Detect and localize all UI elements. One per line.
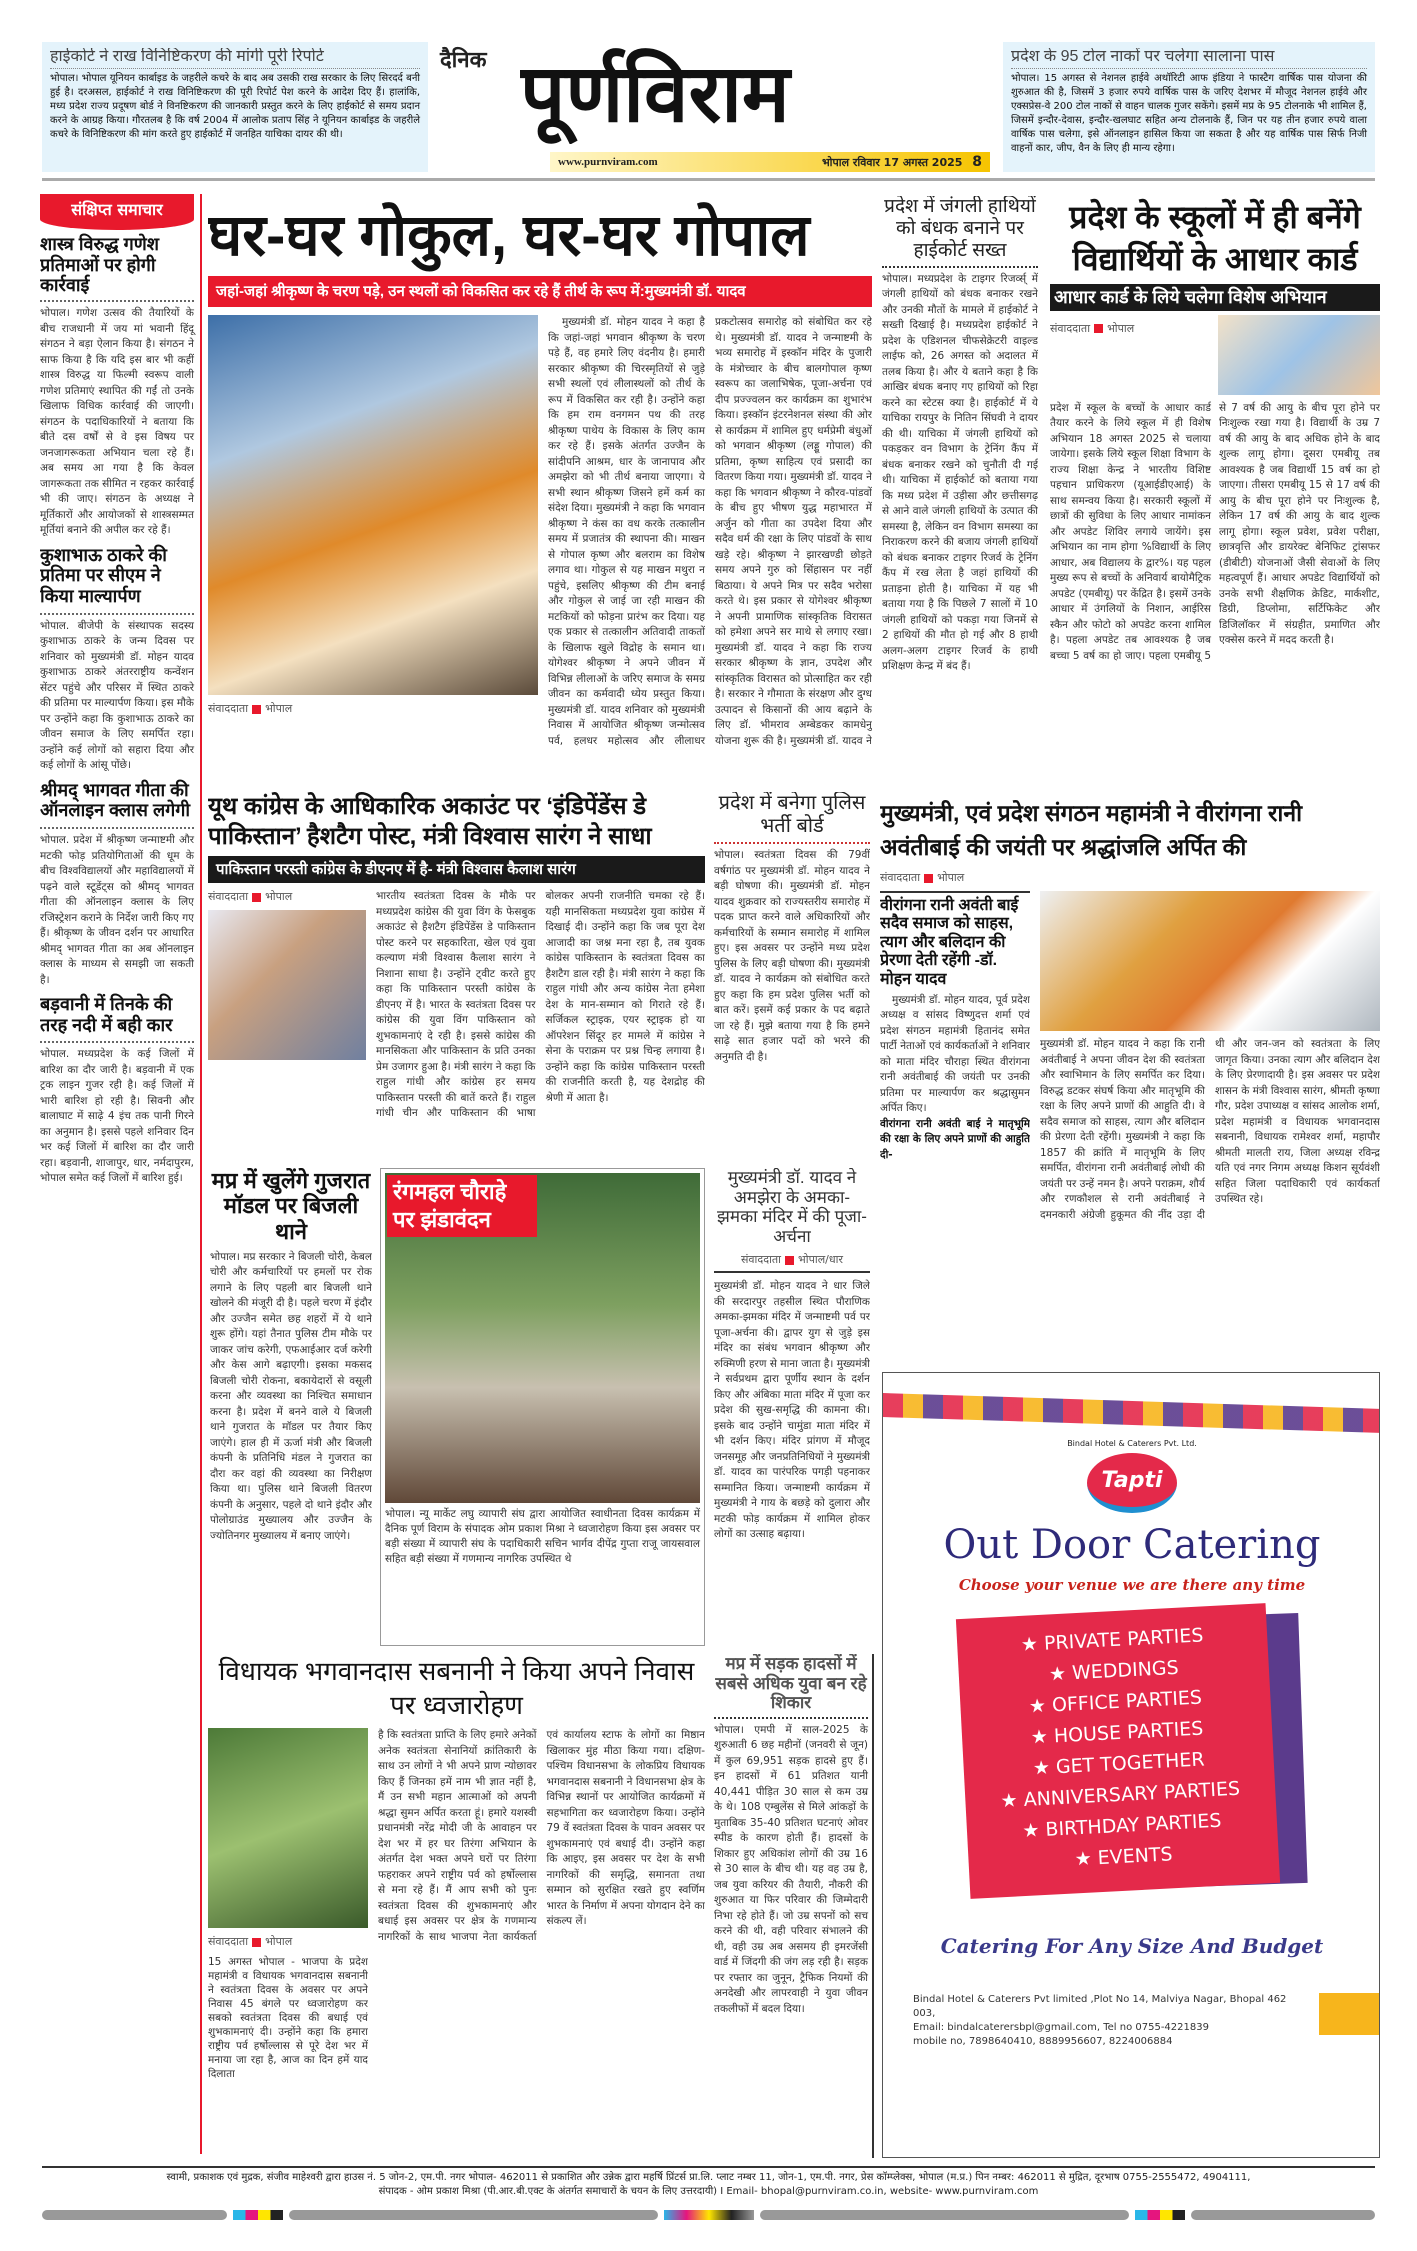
logo-prefix: दैनिक: [440, 48, 487, 73]
virangana-headline: मुख्यमंत्री, एवं प्रदेश संगठन महामंत्री ने वीरांगना रानी अवंतीबाई की जयंती पर श्रद्धांजलि अर्पित की: [880, 800, 1303, 860]
youth-story: यूथ कांग्रेस के आधिकारिक अकाउंट पर ‘इंडिपेंडेंस डे पाकिस्तान’ हैशटैग पोस्ट, मंत्री विश्वास सारंग ने साधा पाकिस्तान परस्ती कांग्रेस के डीएनए में है- मंत्री विश्वास कैलाश सारंग संवाददाता भोपाल भारतीय स्वतंत्रता दिवस के मौके पर मध्यप्रदेश कांग्रेस की युवा विंग के फेसबुक अकाउंट से हैशटैग इंडिपेंडेंस डे पाकिस्तान पोस्ट करने पर सहकारिता, खेल एवं युवा कल्याण मंत्री विश्वास कैलाश सारंग ने निशाना साधा है। उन्होंने ट्वीट करते हुए कहा कि पाकिस्तान परस्ती कांग्रेस के डीएनए में है। भारत के स्वतंत्रता दिवस पर कांग्रेस की युवा विंग पाकिस्तान को शुभकामनाएं दे रही है। इससे कांग्रेस की मानसिकता और पाकिस्तान के प्रति उनका प्रेम उजागर हुआ है। मंत्री सारंग ने कहा कि राहुल गांधी और कांग्रेस हर समय पाकिस्तान परस्ती की बातें करते हैं। राहुल गांधी चीन और पाकिस्तान की भाषा बोलकर अपनी राजनीति चमका रहे हैं। यही मानसिकता मध्यप्रदेश युवा कांग्रेस में दिखाई दी। उन्होंने कहा कि जब पूरा देश आजादी का जश्न मना रहा है, तब युवक कांग्रेस पाकिस्तान के स्वतंत्रता दिवस का हैशटैग डाल रही है। मंत्री सारंग ने कहा कि राहुल गांधी और अन्य कांग्रेस नेता हमेशा देश के मान-सम्मान को गिराते रहे हैं। सर्जिकल स्ट्राइक, एयर स्ट्राइक हो या ऑपरेशन सिंदूर हर मामले में कांग्रेस ने सेना के पराक्रम पर प्रश्न चिन्ह लगाया है। उन्होंने कहा कि कांग्रेस पाकिस्तान परस्ती की राजनीति करती है, यह देशद्रोह की श्रेणी में आता है।: [208, 792, 705, 1157]
masthead-right-box: [1003, 42, 1375, 172]
brief-item: कुशाभाऊ ठाकरे की प्रतिमा पर सीएम ने किया माल्यार्पण भोपाल. बीजेपी के संस्थापक सदस्य कुशाभाऊ ठाकरे के जन्म दिवस पर शनिवार को मुख्यमंत्री डॉ. मोहन यादव कुशाभाऊ ठाकरे अंतरराष्ट्रीय कन्वेंशन सेंटर पहुंचे और परिसर में स्थित ठाकरे की प्रतिमा पर माल्यार्पण किया। इस मौके पर उन्होंने कहा कि कुशाभाऊ ठाकरे का जीवन समाज के लिए समर्पित रहा। उन्होंने कई लोगों को सहारा दिया और कई लोगों के आंसू पोंछे।: [40, 544, 194, 772]
police-story: [714, 792, 870, 1157]
ad-contact: Bindal Hotel & Caterers Pvt limited ,Plot No 14, Malviya Nagar, Bhopal 462 003, Email: bindalcaterersbpl@gmail.com, Tel no 0755-4221839 mobile no, 7898640410, 8889956607, 8224006884: [913, 1994, 1287, 2047]
sabnani-body: है कि स्वतंत्रता प्राप्ति के लिए हमारे अनेकों अनेक स्वतंत्रता सेनानियों क्रांतिकारी के साथ उन लोगों ने भी अपने प्राण न्योछावर किए हैं जिनका हमें नाम भी ज्ञात नहीं है, मैं उन सभी महान आत्माओं को अपनी श्रद्धा सुमन अर्पित करता हूं। हमारे यशस्वी प्रधानमंत्री नरेंद्र मोदी जी के आवाहन पर देश भर में हर घर तिरंगा अभियान के अंतर्गत देश भक्त अपने घरों पर तिरंगा फहराकर अपने राष्ट्रीय पर्व को हर्षोल्लास से मना रहे हैं। मैं आप सभी को पुनः स्वतंत्रता दिवस की शुभकामनाएं और बधाई इस अवसर पर क्षेत्र के गणमान्य नागरिकों के साथ भाजपा नेता कार्यकर्ता एवं कार्यालय स्टाफ के लोगों का मिष्ठान खिलाकर मुंह मीठा किया गया। दक्षिण-पश्चिम विधानसभा के लोकप्रिय विधायक भगवानदास सबनानी ने विधानसभा क्षेत्र के विभिन्न स्थानों पर आयोजित कार्यक्रमों में सहभागिता कर ध्वजारोहण किया। उन्होंने 79 वें स्वतंत्रता दिवस के पावन अवसर पर शुभकामनाएं एवं बधाई दी। उन्होंने कहा कि आइए, इस अवसर पर देश के सभी नागरिकों की समृद्धि, समानता तथा सम्मान को सुरक्षित रखते हुए स्वर्णिम भारत के निर्माण में अपना योगदान देने का संकल्प लें।: [378, 1729, 705, 1943]
company-arc: Bindal Hotel & Caterers Pvt. Ltd.: [1067, 1439, 1197, 1448]
service-item: ★ HOUSE PARTIES: [1030, 1717, 1204, 1749]
service-item: ★ GET TOGETHER: [1032, 1748, 1206, 1780]
bunting-decoration: [883, 1393, 1380, 1433]
police-headline: प्रदेश में बनेगा पुलिस भर्ती बोर्ड: [718, 792, 866, 837]
brief-column: [40, 194, 202, 2154]
lead-byline: संवाददाता भोपाल: [208, 702, 293, 716]
ad-slogan: Catering For Any Size And Budget: [940, 1934, 1324, 1958]
lead-deck: जहां-जहां श्रीकृष्ण के चरण पड़े, उन स्थलों को विकसित कर रहे हैं तीर्थ के रूप में:मुख्यमंत्री डॉ. यादव: [208, 276, 872, 307]
virangana-sub: वीरांगना रानी अवंती बाई सदैव समाज को साहस, त्याग और बलिदान की प्रेरणा देती रहेंगी -डॉ. मोहन यादव मुख्यमंत्री डॉ. मोहन यादव, पूर्व प्रदेश अध्यक्ष व सांसद विष्णुदत्त शर्मा एवं प्रदेश संगठन महामंत्री हितानंद समेत पार्टी नेताओं एवं कार्यकर्ताओं ने शनिवार को माता मंदिर चौराहा स्थित वीरांगना रानी अवंतीबाई की जयंती पर उनकी प्रतिमा पर माल्यार्पण कर श्रद्धासुमन अर्पित किए। वीरांगना रानी अवंती बाई ने मातृभूमि की रक्षा के लिए अपने प्राणों की आहुति दी-: [880, 891, 1030, 1331]
sabnani-photo: [208, 1728, 368, 1928]
virangana-photo: [1040, 891, 1380, 1031]
right-box-body: भोपाल। 15 अगस्त से नेशनल हाईवे अथॉरिटी आफ इंडिया ने फास्टैग वार्षिक पास योजना की शुरुआत की है, जिसमें 3 हजार रुपये वार्षिक पास के जरिए देशभर में मौजूद नेशनल हाईवे और एक्सप्रेस-वे 200 टोल नाकों से वाहन चालक गुजर सकेंगे। इसमें मप्र के 95 टोलनाके भी शामिल हैं, जिसमें इन्दौर-देवास, इन्दौर-खलघाट सहित अन्य टोलनाके हैं, जिन पर यह तीन हजार रुपये वाला वार्षिक पास चलेगा, इसे ऑनलाइन हासिल किया जा सकता है और यह वार्षिक पास सिर्फ निजी वाहनों कार, जीप, वैन के लिए ही मान्य रहेगा।: [1011, 73, 1367, 155]
masthead-divider: [42, 178, 1375, 181]
lead-body: मुख्यमंत्री डॉ. मोहन यादव ने कहा है कि जहां-जहां भगवान श्रीकृष्ण के चरण पड़े हैं, वह हमारे लिए वंदनीय है। हमारी सरकार श्रीकृष्ण की चिरस्मृतियों से जुड़े सभी स्थलों एवं लीलास्थलों को तीर्थ के रूप में विकसित कर रही है। उन्होंने कहा कि हम राम वनगमन पथ की तरह श्रीकृष्ण पाथेय के विकास के लिए काम कर रहे हैं। इसके अंतर्गत उज्जैन के सांदीपनि आश्रम, धार के जानापाव और अमझेरा को भी तीर्थ बनाया जाएगा। ये सभी स्थान श्रीकृष्ण जिसने हमें कर्म का संदेश दिया। मुख्यमंत्री ने कहा कि भगवान श्रीकृष्ण ने कंस का वध करके तत्कालीन समय में प्रजातंत्र की स्थापना की। माखन से गोपाल कृष्ण और बलराम का विशेष लगाव था। गोकुल से यह माखन मथुरा न पहुंचे, इसलिए श्रीकृष्ण की टीम बनाई और गोकुल से जाई जा रही माखन की मटकियों को फोड़ना प्रारंभ कर दिया। यह एक प्रकार से तत्कालीन अतिवादी ताकतों के खिलाफ खुले विद्रोह के समान था। योगेश्वर श्रीकृष्ण ने अपने जीवन में विभिन्न लीलाओं के जरिए समाज के समग्र जीवन का कर्मवादी ध्येय प्रस्तुत किया। मुख्यमंत्री डॉ. यादव शनिवार को मुख्यमंत्री निवास में आयोजित श्रीकृष्ण जन्मोत्सव पर्व, हलधर महोत्सव और लीलाधर प्रकटोत्सव समारोह को संबोधित कर रहे थे। मुख्यमंत्री डॉ. यादव ने जन्माष्टमी के भव्य समारोह में इस्कॉन मंदिर के पुजारी के मंत्रोच्चार के बीच बालगोपाल कृष्ण स्वरूप का जलाभिषेक, पूजा-अर्चना एवं दीप प्रज्ज्वलन कर कार्यक्रम का शुभारंभ किया। इस्कॉन इंटरनेशनल संस्था की ओर से कार्यक्रम में शामिल हुए धर्मप्रेमी बंधुओं को भगवान श्रीकृष्ण (लड्डू गोपाल) की प्रतिमा, कृष्ण साहित्य एवं प्रसादी का वितरण किया गया। मुख्यमंत्री डॉ. यादव ने कहा कि भगवान श्रीकृष्ण ने कौरव-पांडवों के बीच हुए भीषण युद्ध महाभारत में अर्जुन को गीता का उपदेश दिया और सदैव धर्म की रक्षा के लिए पांडवों के साथ खड़े रहे। श्रीकृष्ण ने झारखण्डी छोड़ते समय अपने गुरु को सिंहासन पर नहीं बिठाया। ये अपने मित्र पर सदैव भरोसा करते थे। इस प्रकार से योगेश्वर श्रीकृष्ण ने अपनी प्रामाणिक सांस्कृतिक विरासत को हमेशा अपने सर माथे से लगाए रखा। मुख्यमंत्री डॉ. यादव ने कहा कि राज्य सरकार श्रीकृष्ण के ज्ञान, उपदेश और सांस्कृतिक विरासत को प्रोत्साहित कर रही है। सरकार ने गौमाता के संरक्षण और दुग्ध उत्पादन से किसानों की आय बढ़ाने के लिए डॉ. भीमराव अम्बेडकर कामधेनु योजना शुरू की है। मुख्यमंत्री डॉ. यादव ने: [548, 316, 872, 747]
roads-body: भोपाल। एमपी में साल-2025 के शुरुआती 6 छह महीनों (जनवरी से जून) में कुल 69,951 सड़क हादसे हुए हैं। इन हादसों में 61 प्रतिशत यानी 40,441 पीड़ित 30 साल से कम उम्र के थे। 108 एम्बुलेंस से मिले आंकड़ों के मुताबिक 35-40 प्रतिशत घटनाएं ओवर स्पीड के कारण होती हैं। हादसों के शिकार हुए अधिकांश लोगों की उम्र 16 से 30 साल के बीच थी। यह वह उम्र है, जब युवा करियर की तैयारी, नौकरी की शुरुआत या फिर परिवार की जिम्मेदारी निभा रहे होते हैं। जो उम्र सपनों को सच करने की थी, वही परिवार संभालने की थी, वही उम्र अब असमय ही इमरजेंसी वार्ड में जिंदगी की जंग लड़ रही है। सड़क पर रफ्तार का जुनून, ट्रैफिक नियमों की अनदेखी और लापरवाही ने युवा जीवन तकलीफों में बदल दिया।: [714, 1723, 868, 2015]
registration-marks: [42, 2210, 1375, 2220]
service-item: ★ ANNIVERSARY PARTIES: [1000, 1777, 1241, 1813]
service-item: ★ BIRTHDAY PARTIES: [1021, 1809, 1222, 1843]
service-item: ★ WEDDINGS: [1048, 1656, 1180, 1686]
left-box-title: हाईकोर्ट ने राख विनिष्टिकरण की मांगी पूरी रिपोर्ट: [50, 48, 420, 69]
ad-tagline: Choose your venue we are there any time: [958, 1576, 1306, 1594]
elephant-headline: प्रदेश में जंगली हाथियों को बंधक बनाने पर हाईकोर्ट सख्त: [884, 196, 1036, 261]
left-box-body: भोपाल। भोपाल यूनियन कार्बाइड के जहरीले कचरे के बाद अब उसकी राख सरकार के लिए सिरदर्द बनी हुई है। दरअसल, हाईकोर्ट ने राख विनिष्टिकरण की पूरी रिपोर्ट पेश करने के आदेश दिए हैं। हालांकि, मध्य प्रदेश राज्य प्रदूषण बोर्ड ने विनष्टिकरण की जानकारी प्रस्तुत करने के लिए हाईकोर्ट से समय प्रदान करने के आग्रह किया। गौरतलब है कि वर्ष 2004 में आलोक प्रताप सिंह ने यूनियन कार्बाइड के जहरीले कचरे के विनिष्टिकरण की मांग करते हुए हाईकोर्ट में जनहित याचिका दायर की थी।: [50, 73, 420, 141]
gujarat-story: [210, 1168, 372, 1646]
amjhera-body: मुख्यमंत्री डॉ. मोहन यादव ने धार जिले की सरदारपुर तहसील स्थित पौराणिक अमका-झमका मंदिर में जन्माष्टमी पर्व पर पूजा-अर्चना की। द्वापर युग से जुड़े इस मंदिर का संबंध भगवान श्रीकृष्ण और रुक्मिणी हरण से माना जाता है। मुख्यमंत्री ने सर्वप्रथम द्वारा पूर्णीय स्थान के दर्शन किए और अंबिका माता मंदिर में पूजा कर प्रदेश की सुख-समृद्धि की कामना की। इसके बाद उन्होंने चामुंडा माता मंदिर में भी दर्शन किए। मंदिर प्रांगण में मौजूद जनसमूह और जनप्रतिनिधियों ने मुख्यमंत्री डॉ. यादव का पारंपरिक पगड़ी पहनाकर सम्मानित किया। जन्माष्टमी कार्यक्रम में मुख्यमंत्री ने गाय के बछड़े को दुलारा और मटकी फोड़ कार्यक्रम में शामिल होकर लोगों का उत्साह बढ़ाया।: [714, 1280, 870, 1541]
elephant-body: भोपाल। मध्यप्रदेश के टाइगर रिजर्व्स् में जंगली हाथियों को बंधक बनाकर रखने और उनकी मौतों के मामले में हाईकोर्ट ने सख्ती दिखाई है। मध्यप्रदेश हाईकोर्ट ने प्रदेश के एडिशनल चीफसेक्रेटरी वाइल्ड लाईफ को, 26 अगस्त को अदालत में तलब किया है। और ये बताने कहा है कि आखिर बंधक बनाए गए हाथियों को रिहा करने का स्टेटस क्या है। हाईकोर्ट में ये याचिका रायपुर के नितिन सिंघवी ने दायर की थी। याचिका में जंगली हाथियों को पकड़कर वन विभाग के ट्रेनिंग कैंप में बंधक बनाकर रखने को चुनौती दी गई थी। याचिका में हाईकोर्ट को बताया गया कि मध्य प्रदेश में उड़ीसा और छत्तीसगढ़ से आने वाले जंगली हाथियों के उत्पात की समस्या है, लेकिन वन विभाग समस्या का निराकरण करने की बजाय जंगली हाथियों को बंधक बनाकर टाइगर रिजर्व के ट्रेनिंग कैंप में रख लेता है जहां हाथियों की प्रताड़ना होती है। याचिका में यह भी बताया गया है कि पिछले 7 सालों में 10 जंगली हाथियों को पकड़ा गया जिनमें से 2 हाथियों की मौत हो गई और 8 हाथी अलग-अलग टाइगर रिजर्व के हाथी प्रशिक्षण केन्द्र में बंद हैं।: [882, 272, 1038, 673]
lead-headline: घर-घर गोकुल, घर-घर गोपाल: [208, 203, 810, 268]
lead-story: [208, 196, 872, 766]
youth-body: भारतीय स्वतंत्रता दिवस के मौके पर मध्यप्रदेश कांग्रेस की युवा विंग के फेसबुक अकाउंट से हैशटैग इंडिपेंडेंस डे पाकिस्तान पोस्ट करने पर सहकारिता, खेल एवं युवा कल्याण मंत्री विश्वास कैलाश सारंग ने निशाना साधा है। उन्होंने ट्वीट करते हुए कहा कि पाकिस्तान परस्ती कांग्रेस के डीएनए में है। भारत के स्वतंत्रता दिवस पर कांग्रेस की युवा विंग पाकिस्तान को शुभकामनाएं दे रही है। इससे कांग्रेस की मानसिकता और पाकिस्तान के प्रति उनका प्रेम उजागर हुआ है। मंत्री सारंग ने कहा कि राहुल गांधी और कांग्रेस हर समय पाकिस्तान परस्ती की बातें करते हैं। राहुल गांधी चीन और पाकिस्तान की भाषा बोलकर अपनी राजनीति चमका रहे हैं। यही मानसिकता मध्यप्रदेश युवा कांग्रेस में दिखाई दी। उन्होंने कहा कि जब पूरा देश आजादी का जश्न मना रहा है, तब युवक कांग्रेस पाकिस्तान के स्वतंत्रता दिवस का हैशटैग डाल रही है। मंत्री सारंग ने कहा कि राहुल गांधी और अन्य कांग्रेस नेता हमेशा देश के मान-सम्मान को गिराते रहे हैं। सर्जिकल स्ट्राइक, एयर स्ट्राइक हो या ऑपरेशन सिंदूर हर मामले में कांग्रेस ने सेना के पराक्रम पर प्रश्न चिन्ह लगाया है। उन्होंने कहा कि कांग्रेस पाकिस्तान परस्ती की राजनीति करती है, यह देशद्रोह की श्रेणी में आता है।: [376, 890, 705, 1120]
aadhaar-story: प्रदेश के स्कूलों में ही बनेंगे विद्यार्थियों के आधार कार्ड आधार कार्ड के लिये चलेगा विशेष अभियान संवाददाता भोपाल प्रदेश में स्कूल के बच्चों के आधार कार्ड तैयार करने के लिये स्कूल में ही विशेष अभियान 18 अगस्त 2025 से चलाया जायेगा। इसके लिये स्कूल शिक्षा विभाग के राज्य शिक्षा केन्द्र ने भारतीय विशिष्ट पहचान प्राधिकरण (यूआईडीएआई) के साथ समन्वय किया है। सरकारी स्कूलों में छात्रों की सुविधा के लिए आधार नामांकन और अपडेट शिविर लगाये जायेंगे। इस अभियान का नाम होगा %विद्यार्थी के लिए आधार, अब विद्यालय के द्वार%। यह पहल मुख्य रूप से बच्चों के अनिवार्य बायोमैट्रिक अपडेट (एमबीयू) पर केंद्रित है। इसमें उनके आधार में उंगलियों के निशान, आईरिस स्कैन और फोटो को अपडेट करना शामिल है। पहला अपडेट तब आवश्यक है जब बच्चा 5 वर्ष का हो जाए। पहला एमबीयू 5 से 7 वर्ष की आयु के बीच पूरा होने पर निःशुल्क रखा गया है। विद्यार्थी के उम्र 7 वर्ष की आयु के बाद अधिक होने के बाद शुल्क लागू होगा। दूसरा एमबीयू तब आवश्यक है जब विद्यार्थी 15 वर्ष का हो जाएगा। तीसरा एमबीयू 15 से 17 वर्ष की आयु के बीच पूरा होने पर निःशुल्क है, लेकिन 17 वर्ष की आयु के बाद शुल्क लागू होगा। स्कूल प्रवेश, प्रवेश परीक्षा, छात्रवृत्ति और डायरेक्ट बेनिफिट ट्रांसफर (डीबीटी) योजनाओं जैसी सेवाओं के लिए महत्वपूर्ण हैं। आधार अपडेट विद्यार्थियों को उनके सभी शैक्षणिक क्रेडिट, मार्कशीट, डिग्री, डिप्लोमा, सर्टिफिकेट और डिजिलॉकर में संग्रहीत, प्रमाणित और एक्सेस करने में मदद करती है।: [1050, 196, 1380, 766]
police-body: भोपाल। स्वतंत्रता दिवस की 79वीं वर्षगांठ पर मुख्यमंत्री डॉ. मोहन यादव ने बड़ी घोषणा की। मुख्यमंत्री डॉ. मोहन यादव शुक्रवार को राज्यस्तरीय समारोह में पदक प्राप्त करने वाले अधिकारियों और कर्मचारियों के सम्मान समारोह में शामिल हुए। इस अवसर पर उन्होंने मध्य प्रदेश पुलिस के लिए बड़ी घोषणा की। मुख्यमंत्री डॉ. यादव ने कार्यक्रम को संबोधित करते हुए कहा कि हम प्रदेश पुलिस भर्ती को बात करें। इसमें कई प्रकार के पद बढ़ाते जा रहे हैं। मुझे बताया गया है कि हमने साढ़े सात हजार पदों को भरने की अनुमति दी है।: [714, 849, 870, 1063]
elephant-story: [882, 196, 1038, 766]
lead-photo: [208, 315, 538, 695]
dateline-text: भोपाल रविवार 17 अगस्त 2025: [821, 156, 963, 169]
rangmahal-box: [380, 1168, 705, 1646]
youth-headline: यूथ कांग्रेस के आधिकारिक अकाउंट पर ‘इंडिपेंडेंस डे पाकिस्तान’ हैशटैग पोस्ट, मंत्री विश्वास सारंग ने साधा: [208, 793, 652, 850]
aadhaar-headline: प्रदेश के स्कूलों में ही बनेंगे विद्यार्थियों के आधार कार्ड: [1069, 199, 1361, 277]
service-item: ★ EVENTS: [1074, 1843, 1174, 1871]
sabnani-headline: विधायक भगवानदास सबनानी ने किया अपने निवास पर ध्वजारोहण: [218, 1656, 695, 1720]
amjhera-story: मुख्यमंत्री डॉ. यादव ने अमझेरा के अमका-झमका मंदिर में की पूजा-अर्चना संवाददाता भोपाल/धार मुख्यमंत्री डॉ. मोहन यादव ने धार जिले की सरदारपुर तहसील स्थित पौराणिक अमका-झमका मंदिर में जन्माष्टमी पर्व पर पूजा-अर्चना की। द्वापर युग से जुड़े इस मंदिर का संबंध भगवान श्रीकृष्ण और रुक्मिणी हरण से माना जाता है। मुख्यमंत्री ने सर्वप्रथम द्वारा पूर्णीय स्थान के दर्शन किए और अंबिका माता मंदिर में पूजा कर प्रदेश की सुख-समृद्धि की कामना की। इसके बाद उन्होंने चामुंडा माता मंदिर में भी दर्शन किए। मंदिर प्रांगण में मौजूद जनसमूह और जनप्रतिनिधियों ने मुख्यमंत्री डॉ. यादव का पारंपरिक पगड़ी पहनाकर सम्मानित किया। जन्माष्टमी कार्यक्रम में मुख्यमंत्री ने गाय के बछड़े को दुलारा और मटकी फोड़ कार्यक्रम में शामिल होकर लोगों का उत्साह बढ़ाया।: [714, 1168, 870, 1646]
roads-story: [714, 1654, 874, 2158]
aadhaar-illustration: [1218, 315, 1380, 395]
aadhaar-body: प्रदेश में स्कूल के बच्चों के आधार कार्ड तैयार करने के लिये स्कूल में ही विशेष अभियान 18 अगस्त 2025 से चलाया जायेगा। इसके लिये स्कूल शिक्षा विभाग के राज्य शिक्षा केन्द्र ने भारतीय विशिष्ट पहचान प्राधिकरण (यूआईडीएआई) के साथ समन्वय किया है। सरकारी स्कूलों में छात्रों की सुविधा के लिए आधार नामांकन और अपडेट शिविर लगाये जायेंगे। इस अभियान का नाम होगा %विद्यार्थी के लिए आधार, अब विद्यालय के द्वार%। यह पहल मुख्य रूप से बच्चों के अनिवार्य बायोमैट्रिक अपडेट (एमबीयू) पर केंद्रित है। इसमें उनके आधार में उंगलियों के निशान, आईरिस स्कैन और फोटो को अपडेट करना शामिल है। पहला अपडेट तब आवश्यक है जब बच्चा 5 वर्ष का हो जाए। पहला एमबीयू 5 से 7 वर्ष की आयु के बीच पूरा होने पर निःशुल्क रखा गया है। विद्यार्थी के उम्र 7 वर्ष की आयु के बाद अधिक होने के बाद शुल्क लागू होगा। दूसरा एमबीयू तब आवश्यक है जब विद्यार्थी 15 वर्ष का हो जाएगा। तीसरा एमबीयू 15 से 17 वर्ष की आयु के बीच पूरा होने पर निःशुल्क है, लेकिन 17 वर्ष की आयु के बाद शुल्क लागू होगा। स्कूल प्रवेश, प्रवेश परीक्षा, छात्रवृत्ति और डायरेक्ट बेनिफिट ट्रांसफर (डीबीटी) योजनाओं जैसी सेवाओं के लिए महत्वपूर्ण हैं। आधार अपडेट विद्यार्थियों को उनके सभी शैक्षणिक क्रेडिट, मार्कशीट, डिग्री, डिप्लोमा, सर्टिफिकेट और डिजिलॉकर में संग्रहीत, प्रमाणित और एक्सेस करने में मदद करती है।: [1050, 401, 1380, 662]
gujarat-headline: मप्र में खुलेंगे गुजरात मॉडल पर बिजली थाने: [211, 1168, 371, 1244]
sabnani-story: विधायक भगवानदास सबनानी ने किया अपने निवास पर ध्वजारोहण संवाददाता भोपाल 15 अगस्त भोपाल - भाजपा के प्रदेश महामंत्री व विधायक भगवानदास सबनानी ने स्वतंत्रता दिवस के अवसर पर अपने निवास 45 बंगले पर ध्वजारोहण कर सबको स्वतंत्रता दिवस की बधाई एवं शुभकामनाएं दी। उन्होंने कहा कि हमारा राष्ट्रीय पर्व हर्षोल्लास से पूरे देश भर में मनाया जा रहा है, आज का दिन हमें याद दिलाता है कि स्वतंत्रता प्राप्ति के लिए हमारे अनेकों अनेक स्वतंत्रता सेनानियों क्रांतिकारी के साथ उन लोगों ने भी अपने प्राण न्योछावर किए हैं जिनका हमें नाम भी ज्ञात नहीं है, मैं उन सभी महान आत्माओं को अपनी श्रद्धा सुमन अर्पित करता हूं। हमारे यशस्वी प्रधानमंत्री नरेंद्र मोदी जी के आवाहन पर देश भर में हर घर तिरंगा अभियान के अंतर्गत देश भक्त अपने घरों पर तिरंगा फहराकर अपने राष्ट्रीय पर्व को हर्षोल्लास से मना रहे हैं। मैं आप सभी को पुनः स्वतंत्रता दिवस की शुभकामनाएं और बधाई इस अवसर पर क्षेत्र के गणमान्य नागरिकों के साथ भाजपा नेता कार्यकर्ता एवं कार्यालय स्टाफ के लोगों का मिष्ठान खिलाकर मुंह मीठा किया गया। दक्षिण-पश्चिम विधानसभा के लोकप्रिय विधायक भगवानदास सबनानी ने विधानसभा क्षेत्र के विभिन्न स्थानों पर आयोजित कार्यक्रमों में सहभागिता कर ध्वजारोहण किया। उन्होंने 79 वें स्वतंत्रता दिवस के पावन अवसर पर शुभकामनाएं एवं बधाई दी। उन्होंने कहा कि आइए, इस अवसर पर देश के सभी नागरिकों की समृद्धि, समानता तथा सम्मान को सुरक्षित रखते हुए स्वर्णिम भारत के निर्माण में अपना योगदान देने का संकल्प लें।: [208, 1654, 705, 2158]
youth-deck: पाकिस्तान परस्ती कांग्रेस के डीएनए में है- मंत्री विश्वास कैलाश सारंग: [208, 856, 705, 883]
gujarat-body: भोपाल। मप्र सरकार ने बिजली चोरी, केबल चोरी और कर्मचारियों पर हमलों पर रोक लगाने के लिए पहली बार बिजली थाने खोलने की मंजूरी दी है। पहले चरण में इंदौर और उज्जैन समेत छह शहरों में ये थाने शुरू होंगे। यहां तैनात पुलिस टीम मौके पर जाकर जांच करेगी, एफआईआर दर्ज करेगी और केस आगे बढ़ाएगी। इसका मकसद बिजली चोरी रोकना, बकायेदारों से वसूली करना और व्यवस्था का निश्चित समाधान करना है। प्रदेश में बनने वाले ये बिजली थाने गुजरात के मॉडल पर तैयार किए जाएंगे। हाल ही में ऊर्जा मंत्री और बिजली कंपनी के प्रतिनिधि मंडल ने गुजरात का दौरा कर वहां की व्यवस्था का निरीक्षण किया था। पुलिस थाने बिजली वितरण कंपनी के अनुसार, पहले दो थाने इंदौर और पोलोग्राउंड मुख्यालय और उज्जैन के ज्योतिनगर मुख्यालय में बनाए जाएंगे।: [210, 1250, 372, 1542]
website-text[interactable]: www.purnviram.com: [558, 156, 658, 168]
imprint-footer: स्वामी, प्रकाशक एवं मुद्रक, संजीव माहेश्वरी द्वारा हाउस नं. 5 जोन-2, एम.पी. नगर भोपाल- 462011 से प्रकाशित और उन्नेक द्वारा महर्षि प्रिंटर्स प्रा.लि. प्लाट नम्बर 11, जोन-1, एम.पी. नगर, प्रेस कॉम्प्लेक्स, भोपाल (म.प्र.) पिन नम्बर: 462011 से मुद्रित, दूरभाष 0755-2555472, 4904111, संपादक - ओम प्रकाश मिश्रा (पी.आर.बी.एक्ट के अंतर्गत समाचारों के चयन के लिए उत्तरदायी) I Email- bhopal@purnviram.co.in, website- www.purnviram.com: [42, 2166, 1375, 2199]
dateline-bar: [550, 152, 990, 172]
logo-wordmark: पूर्णविराम: [520, 47, 790, 140]
ad-title: Out Door Catering: [943, 1522, 1321, 1568]
brief-item: श्रीमद् भागवत गीता की ऑनलाइन क्लास लगेगी भोपाल. प्रदेश में श्रीकृष्ण जन्माष्टमी और मटकी फोड़ प्रतियोगिताओं की धूम के बीच विश्वविद्यालयों और महाविद्यालयों में पढ़ने वाले स्टूडेंट्स को श्रीमद् भागवत गीता की ऑनलाइन क्लास के लिए रजिस्ट्रेशन कराने के निर्देश जारी किए गए हैं। श्रीकृष्ण के जीवन दर्शन पर आधारित श्रीमद् भागवत गीता का अब ऑनलाइन क्लास के माध्यम से समझी जा सकती है।: [40, 779, 194, 986]
ad-corner-block: [1319, 1993, 1379, 2035]
rangmahal-headline: रंगमहल चौराहे पर झंडावंदन: [387, 1175, 537, 1237]
roads-headline: मप्र में सड़क हादसों में सबसे अधिक युवा बन रहे शिकार: [715, 1654, 867, 1713]
masthead-logo: [440, 44, 995, 176]
virangana-body-2: मुख्यमंत्री डॉ. मोहन यादव ने कहा कि रानी अवंतीबाई ने अपना जीवन देश की स्वतंत्रता और स्वाभिमान के लिए समर्पित कर दिया। विरुद्ध डटकर संघर्ष किया और मातृभूमि की रक्षा के लिए अपने प्राणों की आहुति दी। वे सदैव समाज को साहस, त्याग और बलिदान की प्रेरणा देती रहेंगी। मुख्यमंत्री ने कहा कि 1857 की क्रांति में मातृभूमि के लिए समर्पित, वीरांगना रानी अवंतीबाई लोधी की जयंती पर उन्हें नमन है। अपने पराक्रम, शौर्य और रणकौशल से रानी अवंतीबाई ने दमनकारी अंग्रेजी हुकूमत की नींद उड़ा दी थी और जन-जन को स्वतंत्रता के लिए जागृत किया। उनका त्याग और बलिदान देश के लिए प्रेरणादायी है। इस अवसर पर प्रदेश शासन के मंत्री विश्वास सारंग, श्रीमती कृष्णा गौर, प्रदेश उपाध्यक्ष व सांसद आलोक शर्मा, प्रदेश महामंत्री व विधायक भगवानदास सबनानी, विधायक रामेश्वर शर्मा, महापौर श्रीमती मालती राय, जिला अध्यक्ष रविन्द्र यति एवं नगर निगम अध्यक्ष किशन सूर्यवंशी सहित जिला पदाधिकारी एवं कार्यकर्ता उपस्थित रहे।: [1040, 1038, 1380, 1221]
virangana-story: मुख्यमंत्री, एवं प्रदेश संगठन महामंत्री ने वीरांगना रानी अवंतीबाई की जयंती पर श्रद्धांजलि अर्पित की संवाददाता भोपाल वीरांगना रानी अवंती बाई सदैव समाज को साहस, त्याग और बलिदान की प्रेरणा देती रहेंगी -डॉ. मोहन यादव मुख्यमंत्री डॉ. मोहन यादव, पूर्व प्रदेश अध्यक्ष व सांसद विष्णुदत्त शर्मा एवं प्रदेश संगठन महामंत्री हितानंद समेत पार्टी नेताओं एवं कार्यकर्ताओं ने शनिवार को माता मंदिर चौराहा स्थित वीरांगना रानी अवंतीबाई की जयंती पर उनकी प्रतिमा पर माल्यार्पण कर श्रद्धासुमन अर्पित किए। वीरांगना रानी अवंती बाई ने मातृभूमि की रक्षा के लिए अपने प्राणों की आहुति दी- मुख्यमंत्री डॉ. मोहन यादव ने कहा कि रानी अवंतीबाई ने अपना जीवन देश की स्वतंत्रता और स्वाभिमान के लिए समर्पित कर दिया। विरुद्ध डटकर संघर्ष किया और मातृभूमि की रक्षा के लिए अपने प्राणों की आहुति दी। वे सदैव समाज को साहस, त्याग और बलिदान की प्रेरणा देती रहेंगी। मुख्यमंत्री ने कहा कि 1857 की क्रांति में मातृभूमि के लिए समर्पित, वीरांगना रानी अवंतीबाई लोधी की जयंती पर उन्हें नमन है। अपने पराक्रम, शौर्य और रणकौशल से रानी अवंतीबाई ने दमनकारी अंग्रेजी हुकूमत की नींद उड़ा दी थी और जन-जन को स्वतंत्रता के लिए जागृत किया। उनका त्याग और बलिदान देश के लिए प्रेरणादायी है। इस अवसर पर प्रदेश शासन के मंत्री विश्वास सारंग, श्रीमती कृष्णा गौर, प्रदेश उपाध्यक्ष व सांसद आलोक शर्मा, प्रदेश महामंत्री व विधायक भगवानदास सबनानी, विधायक रामेश्वर शर्मा, महापौर श्रीमती मालती राय, जिला अध्यक्ष रविन्द्र यति एवं नगर निगम अध्यक्ष किशन सूर्यवंशी सहित जिला पदाधिकारी एवं कार्यकर्ता उपस्थित रहे।: [880, 796, 1380, 1362]
brief-item: शास्त्र विरुद्ध गणेश प्रतिमाओं पर होगी कार्रवाई भोपाल। गणेश उत्सव की तैयारियों के बीच राजधानी में जय मां भवानी हिंदू संगठन ने बड़ा ऐलान किया है। संगठन ने साफ किया है कि यदि इस बार भी कहीं शास्त्र विरुद्ध या फिल्मी स्वरूप वाली गणेश प्रतिमाएं स्थापित की गईं तो उनके खिलाफ विधिक कार्रवाई की जाएगी। संगठन के पदाधिकारियों ने बताया कि बीते दस वर्षों से वे इस विषय पर जनजागरूकता अभियान चला रहे हैं। अब समय आ गया है कि केवल जागरूकता तक सीमित न रहकर कार्रवाई भी की जाए। संगठन के अध्यक्ष ने मूर्तिकारों और आयोजकों से शास्त्रसम्मत मूर्तियां बनाने की अपील कर रहे हैं।: [40, 234, 194, 537]
brief-item: बड़वानी में तिनके की तरह नदी में बही कार भोपाल. मध्यप्रदेश के कई जिलों में बारिश का दौर जारी है। बड़वानी में एक ट्रक लाइन गुजर रही है। कई जिलों में भारी बारिश हो रही है। सिवनी और बालाघाट में साढ़े 4 इंच तक पानी गिरने का अनुमान है। इससे पहले शनिवार दिन भर कई जिलों में बारिश का दौर जारी रहा। बड़वानी, शाजापुर, धार, नर्मदापुरम, भोपाल समेत कई जिलों में बारिश हुई।: [40, 994, 194, 1185]
service-item: ★ OFFICE PARTIES: [1028, 1686, 1203, 1718]
youth-photo: [208, 910, 366, 1060]
brief-label: संक्षिप्त समाचार: [40, 194, 194, 230]
masthead-left-box: [42, 42, 428, 172]
service-item: ★ PRIVATE PARTIES: [1020, 1624, 1204, 1656]
aadhaar-deck: आधार कार्ड के लिये चलेगा विशेष अभियान: [1050, 284, 1380, 311]
rangmahal-caption: भोपाल। न्यू मार्केट लघु व्यापारी संघ द्वारा आयोजित स्वाधीनता दिवस कार्यक्रम में दैनिक पूर्ण विराम के संपादक ओम प्रकाश मिश्रा ने ध्वजारोहण किया इस अवसर पर बड़ी संख्या में व्यापारी संघ के पदाधिकारी सचिन भार्गव दीपेंद्र गुप्ता राजू जायसवाल सहित बड़ी संख्या में गणमान्य नागरिक उपस्थित थे: [385, 1508, 700, 1565]
amjhera-headline: मुख्यमंत्री डॉ. यादव ने अमझेरा के अमका-झमका मंदिर में की पूजा-अर्चना: [717, 1168, 867, 1246]
page-number: 8: [972, 154, 982, 170]
tapti-logo: Tapti: [1087, 1453, 1177, 1513]
ad-services-card: [956, 1603, 1280, 1899]
catering-ad[interactable]: [882, 1372, 1380, 2158]
sabnani-caption: 15 अगस्त भोपाल - भाजपा के प्रदेश महामंत्री व विधायक भगवानदास सबनानी ने स्वतंत्रता दिवस के अवसर पर अपने निवास 45 बंगले पर ध्वजारोहण कर सबको स्वतंत्रता दिवस की बधाई एवं शुभकामनाएं दी। उन्होंने कहा कि हमारा राष्ट्रीय पर्व हर्षोल्लास से पूरे देश भर में मनाया जा रहा है, आज का दिन हमें याद दिलाता: [208, 1956, 368, 2080]
right-box-title: प्रदेश के 95 टोल नाकों पर चलेगा सालाना पास: [1011, 48, 1367, 69]
